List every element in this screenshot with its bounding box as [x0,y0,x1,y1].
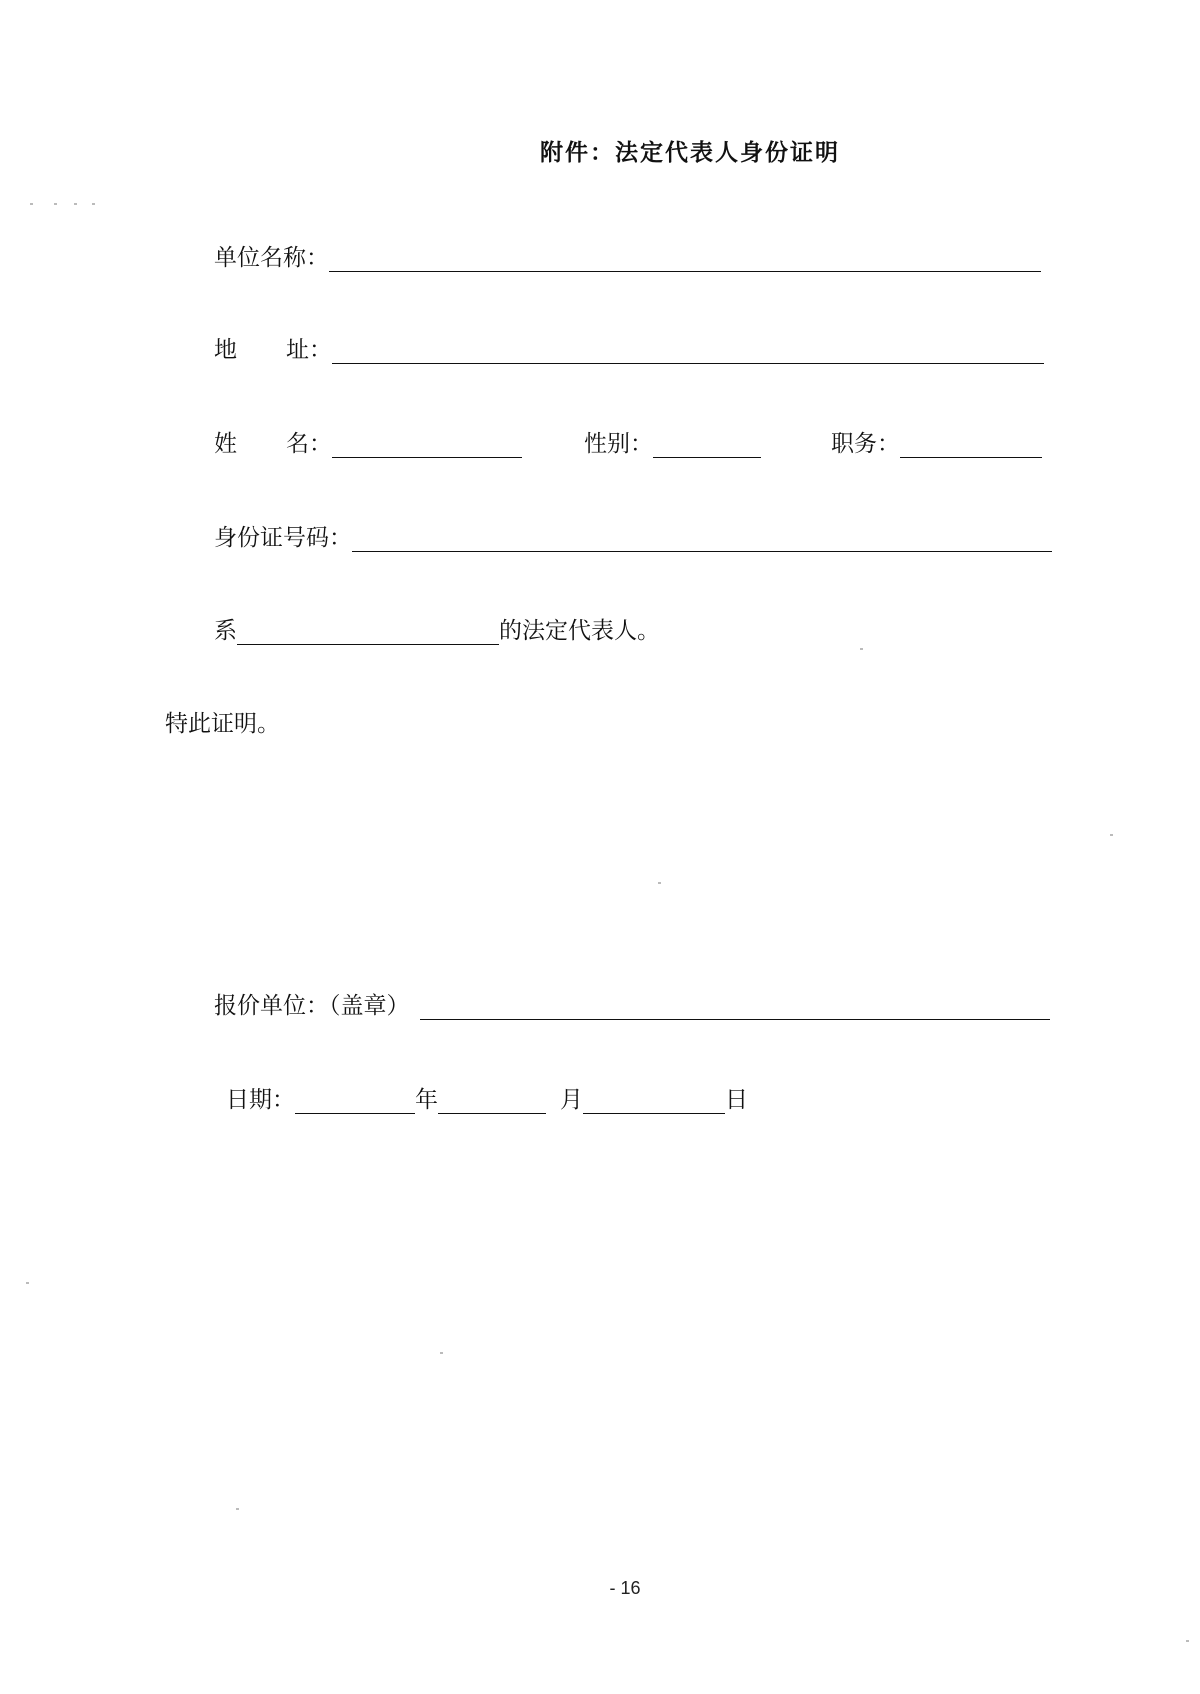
address-row [214,332,1044,364]
year-field[interactable] [295,1087,415,1114]
quote-unit-label: 报价单位：（盖章） [214,993,410,1019]
relation-row [214,613,660,645]
scan-speck [1186,1640,1189,1642]
date-row [226,1082,748,1114]
address-field[interactable] [332,337,1044,364]
gender-label: 性别： [584,431,653,457]
id-number-label: 身份证号码： [214,525,352,551]
name-label-first: 姓 [214,431,237,457]
month-label: 月 [560,1087,583,1113]
scan-speck [26,1282,29,1284]
scan-speck [440,1352,443,1354]
scan-speck [30,203,33,205]
address-label-first: 地 [214,337,237,363]
unit-name-field[interactable] [329,245,1041,272]
quote-unit-field[interactable] [420,993,1050,1020]
name-label-second: 名： [286,431,332,457]
personal-info-row [214,426,1042,458]
gender-field[interactable] [653,431,761,458]
scan-speck [92,203,95,205]
scan-speck [860,648,863,650]
month-field[interactable] [438,1087,546,1114]
relation-company-field[interactable] [237,618,499,645]
id-number-field[interactable] [352,525,1052,552]
scan-speck [74,203,77,205]
day-label: 日 [725,1087,748,1113]
page-number: - 16 [609,1578,641,1598]
scan-speck [658,882,661,884]
scan-speck [1110,834,1113,836]
date-label: 日期： [226,1087,295,1113]
name-field[interactable] [332,431,522,458]
scan-speck [236,1508,239,1510]
address-label-second: 址： [286,337,332,363]
scan-speck [54,203,57,205]
position-label: 职务： [831,431,900,457]
day-field[interactable] [583,1087,725,1114]
unit-name-row [214,240,1041,272]
year-label: 年 [415,1087,438,1113]
position-field[interactable] [900,431,1042,458]
quote-unit-row [214,988,1050,1020]
page-title: 附件：法定代表人身份证明 [540,139,840,166]
id-number-row [214,520,1052,552]
certify-row [165,706,280,738]
relation-suffix: 的法定代表人。 [499,618,660,644]
relation-prefix: 系 [214,618,237,644]
unit-name-label: 单位名称： [214,245,329,271]
certify-text: 特此证明。 [165,711,280,737]
